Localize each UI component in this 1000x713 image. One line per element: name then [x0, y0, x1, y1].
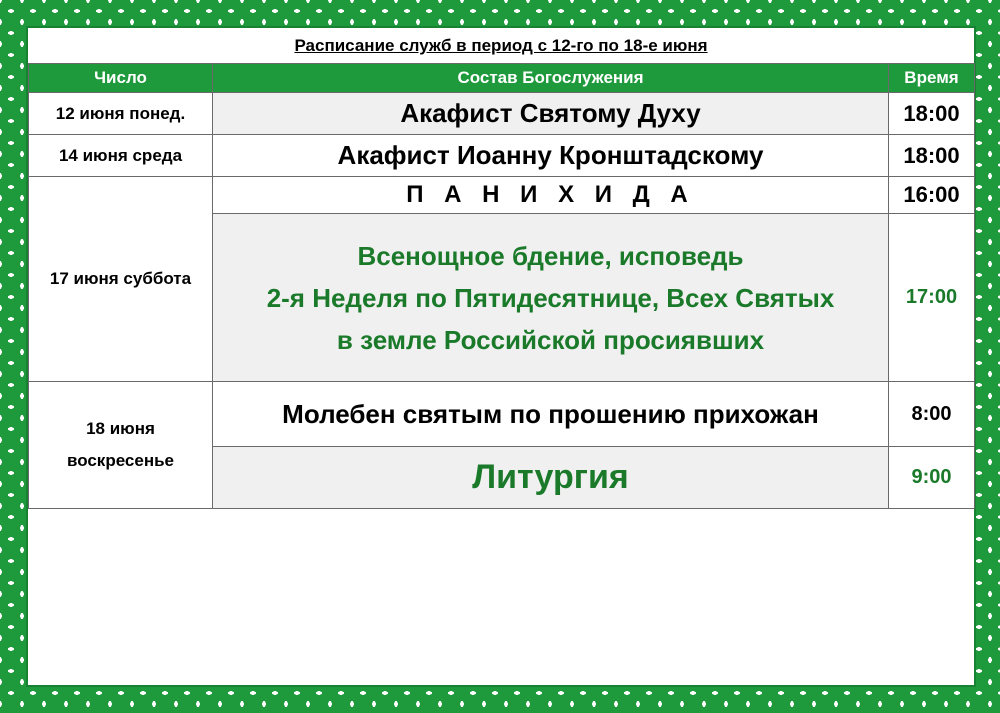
row-date: 12 июня понед.	[29, 93, 213, 135]
row-date	[29, 382, 213, 509]
header-row	[29, 64, 975, 93]
date-line: воскресенье	[66, 451, 175, 470]
row-time: 17:00	[889, 214, 975, 382]
row-time: 18:00	[889, 93, 975, 135]
header-date: Число	[29, 64, 213, 93]
schedule-sheet	[28, 28, 974, 685]
row-time: 8:00	[889, 382, 975, 447]
row-service: П А Н И Х И Д А	[213, 177, 889, 214]
row-time: 16:00	[889, 177, 975, 214]
table-row	[29, 93, 975, 135]
row-service: Акафист Иоанну Кронштадскому	[213, 135, 889, 177]
service-line: 2-я Неделя по Пятидесятнице, Всех Святых	[266, 282, 835, 313]
service-line: в земле Российской просиявших	[336, 324, 765, 355]
row-time: 9:00	[889, 447, 975, 509]
date-line: 18 июня	[86, 419, 155, 438]
row-service: Акафист Святому Духу	[213, 93, 889, 135]
schedule-table	[28, 63, 975, 509]
row-date: 14 июня среда	[29, 135, 213, 177]
row-service: Молебен святым по прошению прихожан	[213, 382, 889, 447]
table-row	[29, 135, 975, 177]
row-service-multiline	[213, 214, 889, 382]
row-time: 18:00	[889, 135, 975, 177]
row-date: 17 июня суббота	[29, 177, 213, 382]
table-row	[29, 382, 975, 447]
page-title: Расписание служб в период с 12-го по 18-е июня	[294, 36, 708, 55]
row-service: Литургия	[213, 447, 889, 509]
table-row	[29, 177, 975, 214]
header-service: Состав Богослужения	[213, 64, 889, 93]
header-time: Время	[889, 64, 975, 93]
service-line: Всенощное бдение, исповедь	[357, 240, 744, 271]
